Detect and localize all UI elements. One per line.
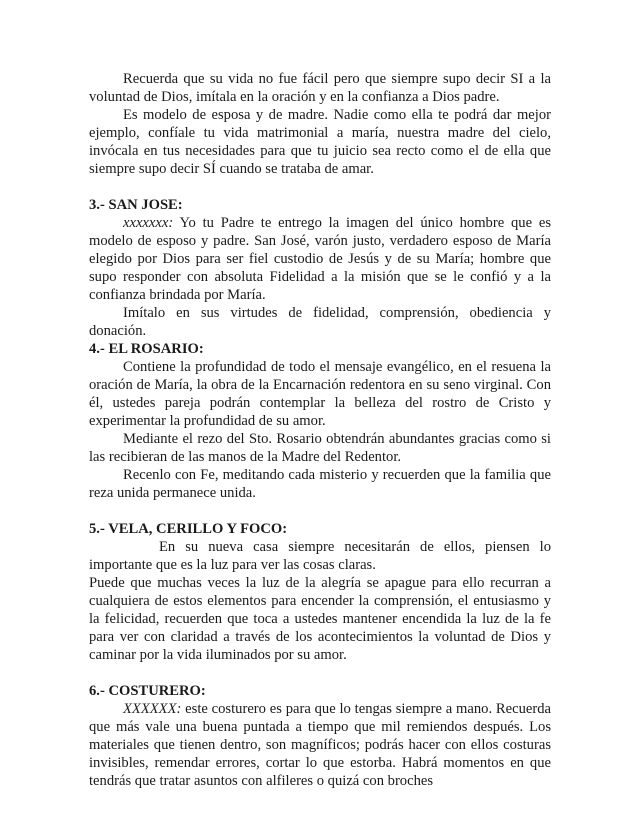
- paragraph: [89, 700, 551, 790]
- paragraph: [89, 214, 551, 304]
- paragraph-text: este costurero es para que lo tengas siempre a mano. Recuerda que más vale una buena puntada a tiempo que mil remiendos después. Los materiales que tienen dentro, son magníficos; podrás hacer con ellos costuras invisibles, remendar errores, cortar lo que estorba. Habrá momentos en que tendrás que tratar asuntos con alfileres o quizá con broches: [89, 701, 551, 789]
- spacer: [89, 502, 551, 520]
- paragraph: Recenlo con Fe, meditando cada misterio y recuerden que la familia que reza unida permanece unida.: [89, 467, 551, 501]
- paragraph-text: Yo tu Padre te entrego la imagen del único hombre que es modelo de esposo y padre. San José, varón justo, verdadero esposo de María elegido por Dios para ser fiel custodio de Jesús y de su María; hombre que supo responder con absoluta Fidelidad a la misión que se le confió y a la confianza brindada por María.: [89, 215, 551, 303]
- paragraph: Puede que muchas veces la luz de la alegría se apague para ello recurran a cualquiera de estos elementos para encender la comprensión, el entusiasmo y la felicidad, recuerden que toca a ustedes mantener encendida la luz de la fe para ver con claridad a través de los acontecimientos la voluntad de Dios y caminar por la vida iluminados por su amor.: [89, 575, 551, 663]
- paragraph: Es modelo de esposa y de madre. Nadie como ella te podrá dar mejor ejemplo, confíale tu vida matrimonial a maría, nuestra madre del cielo, invócala en tus necesidades para que tu juicio sea recto como el de ella que siempre supo decir SÍ cuando se trataba de amar.: [89, 107, 551, 177]
- section-heading-rosario: 4.- EL ROSARIO:: [89, 341, 204, 357]
- section-heading-san-jose: 3.- SAN JOSE:: [89, 197, 183, 213]
- spacer: [89, 664, 551, 682]
- document-page: [89, 70, 551, 790]
- section-heading-vela: 5.- VELA, CERILLO Y FOCO:: [89, 521, 288, 537]
- paragraph: Mediante el rezo del Sto. Rosario obtendrán abundantes gracias como si las recibieran de las manos de la Madre del Redentor.: [89, 431, 551, 465]
- paragraph: Contiene la profundidad de todo el mensaje evangélico, en el resuena la oración de María, la obra de la Encarnación redentora en su seno virginal. Con él, ustedes pareja podrán contemplar la belleza del rostro de Cristo y experimentar la profundidad de su amor.: [89, 359, 551, 429]
- paragraph: Recuerda que su vida no fue fácil pero que siempre supo decir SI a la voluntad de Dios, imítala en la oración y en la confianza a Dios padre.: [89, 71, 551, 105]
- name-placeholder: XXXXXX:: [123, 701, 182, 717]
- spacer: [89, 178, 551, 196]
- name-placeholder: xxxxxxx:: [123, 215, 174, 231]
- section-heading-costurero: 6.- COSTURERO:: [89, 683, 206, 699]
- paragraph: Imítalo en sus virtudes de fidelidad, comprensión, obediencia y donación.: [89, 305, 551, 339]
- paragraph: En su nueva casa siempre necesitarán de ellos, piensen lo importante que es la luz para ver las cosas claras.: [89, 539, 551, 573]
